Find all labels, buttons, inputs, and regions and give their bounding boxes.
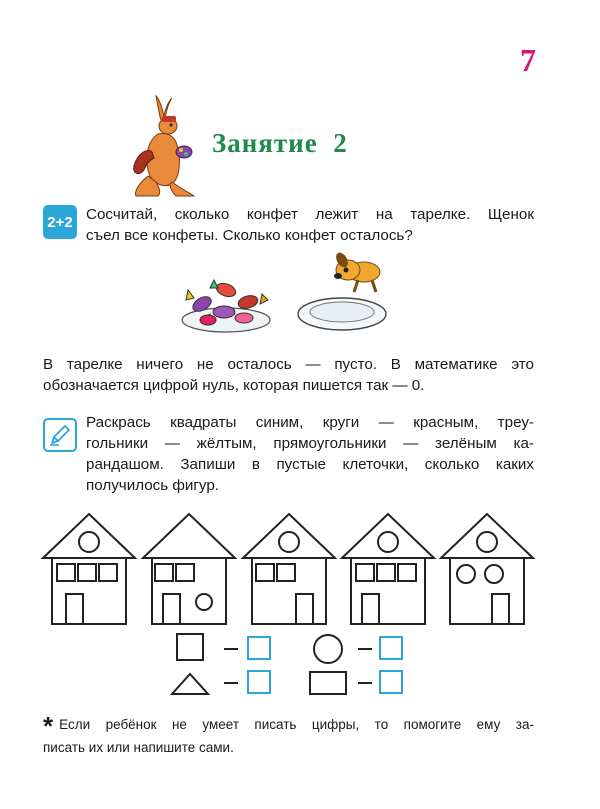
answer-box-rectangle	[380, 671, 402, 693]
info-line: обозначается цифрой нуль, которая пишется так — 0.	[43, 377, 425, 394]
house-2	[143, 514, 235, 624]
task2-line: рандашом. Запиши в пустые клеточки, сколько каких	[86, 456, 534, 473]
rectangle-shape	[310, 672, 346, 694]
pencil-icon	[43, 418, 77, 452]
kangaroo-illustration	[128, 92, 198, 200]
triangle-shape	[172, 674, 208, 694]
answer-grid	[168, 630, 408, 700]
counting-task-icon: 2+2	[43, 205, 77, 239]
candies-on-plate-illustration	[178, 268, 274, 338]
answer-box-circle	[380, 637, 402, 659]
task1-line: съел все конфеты. Сколько конфет осталось?	[86, 227, 413, 244]
circle-shape	[314, 635, 342, 663]
info-text	[43, 354, 534, 396]
task2-line: получилось фигур.	[86, 477, 220, 494]
info-line: В тарелке ничего не осталось — пусто. В математике это	[43, 356, 534, 373]
task2-line: Раскрась квадраты синим, круги — красным, треу-	[86, 414, 534, 431]
task2-text	[86, 412, 534, 496]
house-5	[441, 514, 533, 624]
footnote-star: *	[43, 711, 54, 741]
footnote	[43, 711, 534, 759]
footnote-line: писать их или напишите сами.	[43, 740, 234, 755]
task2-line: гольники — жёлтым, прямоугольники — зелёным ка-	[86, 435, 534, 452]
square-shape	[177, 634, 203, 660]
task1-line: Сосчитай, сколько конфет лежит на тарелке. Щенок	[86, 206, 534, 223]
house-4	[342, 514, 434, 624]
page-number: 7	[520, 42, 536, 78]
answer-box-square	[248, 637, 270, 659]
house-1	[43, 514, 135, 624]
house-3	[243, 514, 335, 624]
footnote-line	[43, 711, 534, 741]
footnote-text: Если ребёнок не умеет писать цифры, то помогите ему за-	[59, 717, 534, 732]
puppy-with-empty-plate-illustration	[296, 250, 396, 336]
houses-drawing	[40, 510, 540, 630]
answer-box-triangle	[248, 671, 270, 693]
task1-text	[86, 204, 534, 246]
lesson-title: Занятие 2	[212, 128, 348, 158]
